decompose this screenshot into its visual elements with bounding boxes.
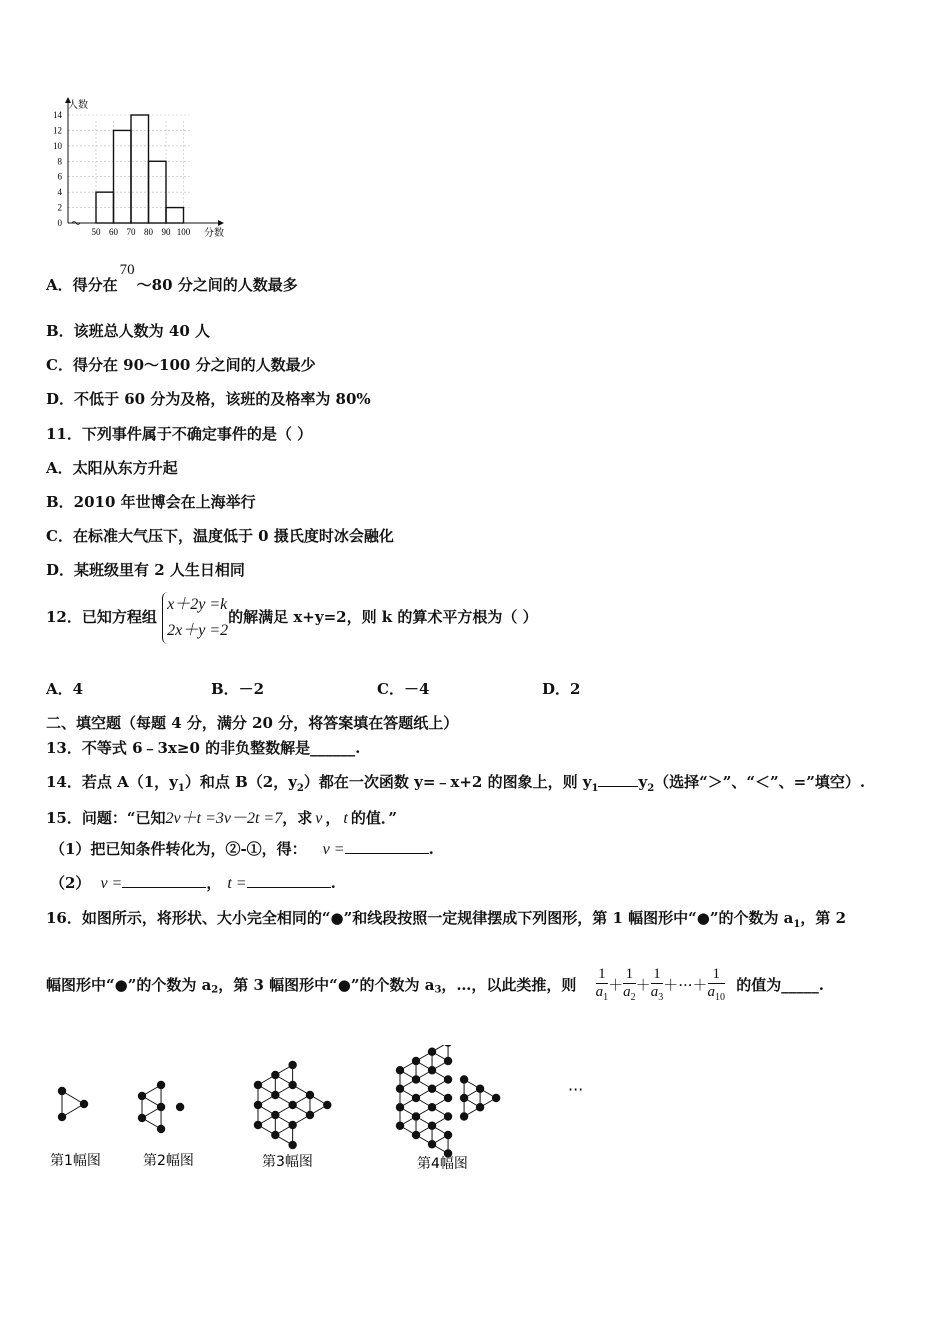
q16-line-1-tail: ，第 2 [800, 909, 847, 927]
section-heading: 二、填空题（每题 4 分，满分 20 分，将答案填在答题纸上） [46, 714, 459, 732]
figure-dot [428, 1048, 436, 1056]
q11-option-c: C．在标准大气压下，温度低于 0 摄氏度时冰会融化 [46, 527, 394, 545]
y-tick-label: 4 [57, 187, 62, 198]
q15-line-2 [50, 838, 434, 859]
q10-option-a-suffix: ～80 分之间的人数最多 [136, 276, 298, 294]
q16-line-1-sub: 1 [793, 919, 801, 930]
figure-dot [460, 1075, 468, 1083]
figure-dot [412, 1112, 420, 1120]
q10-option-b: B．该班总人数为 40 人 [46, 322, 210, 340]
fraction-2-den: a [623, 984, 631, 1000]
q15-line-3-var-v: v = [100, 875, 123, 892]
q16-line-2 [46, 966, 824, 1003]
figure-dot [476, 1085, 484, 1093]
q14-part-2: ）和点 B（2，y [184, 773, 297, 791]
figure-dot [288, 1141, 296, 1149]
fraction-10-den: a [707, 984, 715, 1000]
figure-dot [80, 1100, 88, 1108]
q15-dot-2: . [330, 874, 336, 892]
q14-text [46, 771, 865, 794]
figure-dot [58, 1087, 66, 1095]
fraction-3 [651, 966, 664, 1003]
figure-dot [396, 1085, 404, 1093]
y-tick-label: 0 [57, 218, 62, 228]
q15-stem [46, 805, 397, 828]
fraction-10-num: 1 [708, 966, 726, 984]
figure-dot [271, 1111, 279, 1119]
q15-var-t: t [343, 810, 348, 827]
figure-dot [288, 1061, 296, 1069]
figure-dot [271, 1131, 279, 1139]
equation-system [162, 592, 228, 644]
q15-blank-1[interactable] [345, 839, 429, 854]
x-tick-label: 70 [126, 227, 136, 237]
q15-blank-3[interactable] [247, 873, 331, 888]
figure-dot [254, 1081, 262, 1089]
figure-dot [271, 1091, 279, 1099]
figure-dot [428, 1140, 436, 1148]
figure-dot [444, 1045, 452, 1047]
histogram-bar [131, 115, 149, 223]
q12-option-b: B．－2 [211, 680, 265, 698]
figure-dot [460, 1094, 468, 1102]
figure-label-2: 第2幅图 [143, 1153, 194, 1169]
q13-text: 13．不等式 6﹣3x≥0 的非负整数解是______. [46, 739, 361, 757]
q15-line-3 [50, 872, 336, 893]
figure-dot [492, 1094, 500, 1102]
y-tick-label: 8 [57, 156, 62, 167]
figure-dot [428, 1122, 436, 1130]
figure-dot [412, 1094, 420, 1102]
x-tick-label: 60 [109, 227, 118, 237]
figure-dot [444, 1131, 452, 1139]
figure-dot [396, 1066, 404, 1074]
fraction-10-sub: 10 [715, 992, 725, 1003]
q11-option-a: A．太阳从东方升起 [46, 459, 178, 477]
figure-dot [157, 1081, 165, 1089]
q14-sub-2: 2 [296, 783, 304, 794]
q16-line-2-tail: 的值为_____. [736, 976, 824, 994]
q14-sub-4: 2 [647, 783, 655, 794]
q15-part-2: ，求 [282, 809, 313, 827]
q10-option-c: C．得分在 90～100 分之间的人数最少 [46, 356, 316, 374]
q12-option-a: A．4 [46, 680, 84, 698]
q10-option-a [46, 262, 298, 295]
figure-dot [444, 1094, 452, 1102]
fraction-3-den: a [650, 984, 659, 1000]
equation-1: x＋2y =k [167, 596, 228, 613]
q10-option-d: D．不低于 60 分为及格，该班的及格率为 80% [46, 390, 371, 408]
figure-dot [412, 1057, 420, 1065]
figure-dot [323, 1101, 331, 1109]
figure-dot [58, 1113, 66, 1121]
y-tick-label: 2 [57, 202, 62, 213]
figure-label-3: 第3幅图 [262, 1154, 313, 1170]
q16-line-1 [46, 907, 846, 930]
figure-dot [412, 1131, 420, 1139]
fraction-1-num: 1 [596, 966, 609, 984]
figure-dot [288, 1101, 296, 1109]
figure-dot [444, 1075, 452, 1083]
fraction-2-sub: 2 [630, 992, 636, 1003]
q15-equation: 2v＋t =3v－2t =7 [165, 810, 283, 827]
figure-dot [138, 1114, 146, 1122]
q15-part-1: 15．问题：“已知 [46, 809, 166, 827]
fraction-2-num: 1 [623, 966, 636, 984]
figures-ellipsis: ··· [568, 1080, 584, 1099]
figure-dot [444, 1057, 452, 1065]
q14-sub-1: 1 [177, 783, 185, 794]
q16-line-1-text: 16．如图所示，将形状、大小完全相同的“●”和线段按照一定规律摆成下列图形，第 1 幅图形中“●”的个数为 a [46, 909, 794, 927]
q15-line-2-var: v = [322, 841, 345, 858]
figure-dot [428, 1066, 436, 1074]
x-tick-label: 100 [176, 227, 191, 237]
plus-1: ＋ [608, 976, 624, 994]
q15-line-3-var-t: t = [227, 875, 247, 892]
x-tick-label: 50 [91, 227, 101, 237]
figure-dot [428, 1103, 436, 1111]
x-tick-label: 80 [144, 227, 153, 237]
figure-dot [288, 1121, 296, 1129]
q16-line-2-text-c: ，…，以此类推，则 [441, 976, 577, 994]
x-axis-arrow [218, 220, 224, 226]
histogram-bar [166, 208, 184, 223]
q14-part-1: 14．若点 A（1，y [46, 773, 178, 791]
x-tick-label: 90 [161, 227, 171, 237]
fraction-3-num: 1 [651, 966, 664, 984]
q12-stem-suffix: 的解满足 x+y=2，则 k 的算术平方根为（ ） [228, 608, 538, 626]
q16-line-2-text-a: 幅图形中“●”的个数为 a [46, 976, 212, 994]
q15-blank-2[interactable] [122, 873, 206, 888]
q11-option-d: D．某班级里有 2 人生日相同 [46, 561, 245, 579]
q16-line-2-sub-1: 2 [211, 984, 219, 996]
figure-dot [157, 1103, 165, 1111]
fraction-2 [623, 966, 636, 1003]
q11-stem: 11．下列事件属于不确定事件的是（ ） [46, 425, 313, 443]
score-histogram [40, 95, 240, 245]
y-tick-label: 10 [53, 140, 62, 151]
y-axis-label: 人数 [68, 100, 88, 111]
q15-line-2-prefix: （1）把已知条件转化为，②-①，得： [50, 840, 307, 858]
figure-dot [157, 1125, 165, 1133]
q15-dot-1: . [428, 840, 434, 858]
equation-2: 2x＋y =2 [167, 622, 229, 639]
q14-sub-3: 1 [591, 783, 599, 794]
q12-option-c: C．－4 [377, 680, 430, 698]
figure-dot [288, 1081, 296, 1089]
plus-2: ＋ [635, 976, 651, 994]
q10-option-a-number: 70 [119, 262, 135, 278]
q16-line-2-sub-2: 3 [434, 984, 442, 996]
q15-part-3: 的值．” [350, 809, 397, 827]
q15-line-3-comma: ， [206, 874, 222, 892]
fraction-1 [596, 966, 609, 1003]
y-tick-label: 6 [57, 171, 62, 182]
figure-dot [271, 1071, 279, 1079]
figure-dot [254, 1121, 262, 1129]
dot-pattern-figures [40, 1045, 640, 1180]
q14-answer-blank[interactable] [598, 772, 638, 787]
q11-option-b: B．2010 年世博会在上海举行 [46, 493, 256, 511]
y-tick-label: 12 [53, 125, 62, 136]
figure-dot [396, 1103, 404, 1111]
figure-dot [412, 1075, 420, 1083]
figure-dot [428, 1085, 436, 1093]
figure-label-1: 第1幅图 [50, 1153, 101, 1169]
q16-line-2-text-b: ，第 3 幅图形中“●”的个数为 a [218, 976, 435, 994]
figure-dot [306, 1091, 314, 1099]
x-axis-label: 分数 [204, 228, 224, 239]
q14-part-4: y [638, 773, 648, 791]
q15-comma: ， [325, 809, 341, 827]
figure-dot [176, 1103, 184, 1111]
plus-dots: ＋···＋ [663, 976, 708, 994]
figure-dot [396, 1122, 404, 1130]
figure-label-4: 第4幅图 [417, 1156, 468, 1172]
fraction-3-sub: 3 [658, 992, 664, 1003]
q12-option-d: D．2 [542, 680, 581, 698]
q12-stem-prefix: 12．已知方程组 [46, 608, 157, 626]
figure-dot [306, 1111, 314, 1119]
figure-dot [476, 1103, 484, 1111]
q10-option-a-prefix: A．得分在 [46, 276, 118, 294]
fraction-1-den: a [595, 984, 604, 1000]
fraction-10 [708, 966, 726, 1003]
q15-line-3-prefix: （2） [50, 874, 91, 892]
figure-dot [460, 1112, 468, 1120]
fraction-1-sub: 1 [603, 992, 609, 1003]
y-tick-label: 14 [53, 110, 62, 120]
figure-dot [444, 1112, 452, 1120]
figure-dot [138, 1092, 146, 1100]
figure-dot [254, 1101, 262, 1109]
q12-stem [46, 592, 538, 644]
q14-part-3: ）都在一次函数 y=﹣x+2 的图象上，则 y [303, 773, 592, 791]
q15-var-v: v [315, 810, 323, 827]
q14-part-5: （选择“＞”、“＜”、=”填空）. [654, 773, 866, 791]
